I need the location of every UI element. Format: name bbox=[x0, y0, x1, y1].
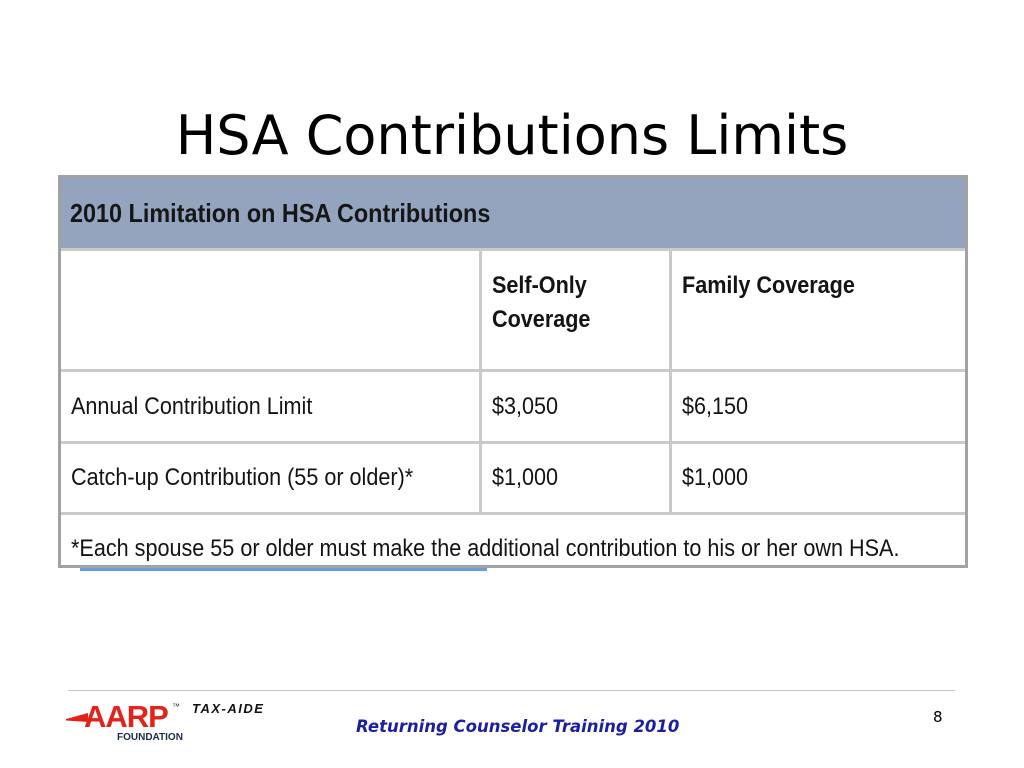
self-only-value-text: $1,000 bbox=[491, 464, 558, 491]
footer-divider bbox=[68, 690, 955, 691]
family-value bbox=[670, 371, 965, 443]
header-family-coverage: Family Coverage bbox=[681, 272, 855, 299]
header-cell-family bbox=[670, 250, 965, 371]
family-value-text: $1,000 bbox=[681, 464, 748, 491]
self-only-value bbox=[480, 443, 670, 514]
row-label bbox=[61, 443, 480, 514]
family-value bbox=[670, 443, 965, 514]
table-caption bbox=[61, 178, 965, 250]
self-only-value bbox=[480, 371, 670, 443]
aarp-logo-trademark: ™ bbox=[172, 702, 180, 711]
table-header-row bbox=[61, 250, 965, 371]
slide-title: HSA Contributions Limits bbox=[175, 104, 849, 167]
table-caption-row bbox=[61, 178, 965, 250]
header-cell-empty bbox=[61, 250, 480, 371]
hsa-limits-table bbox=[58, 175, 968, 568]
header-cell-self-only bbox=[480, 250, 670, 371]
table-footnote-row bbox=[61, 514, 965, 584]
header-self-only-coverage: Self-Only Coverage bbox=[491, 272, 590, 333]
table-row bbox=[61, 371, 965, 443]
table-footnote bbox=[61, 514, 965, 584]
aarp-logo-subtitle: FOUNDATION bbox=[117, 732, 183, 743]
table-footnote-text: *Each spouse 55 or older must make the additional contribution to his or her own HSA. bbox=[71, 535, 900, 562]
aarp-logo-wordmark: AARP bbox=[84, 699, 168, 734]
footer-course-title: Returning Counselor Training 2010 bbox=[356, 717, 680, 736]
row-label bbox=[61, 371, 480, 443]
table-row bbox=[61, 443, 965, 514]
page-number: 8 bbox=[933, 708, 943, 726]
self-only-value-text: $3,050 bbox=[491, 392, 558, 420]
family-value-text: $6,150 bbox=[681, 392, 748, 420]
row-label-text: Catch-up Contribution (55 or older)* bbox=[71, 464, 414, 491]
table-caption-text: 2010 Limitation on HSA Contributions bbox=[70, 197, 491, 228]
row-label-text: Annual Contribution Limit bbox=[71, 392, 313, 420]
tax-aide-label: TAX-AIDE bbox=[192, 701, 265, 716]
